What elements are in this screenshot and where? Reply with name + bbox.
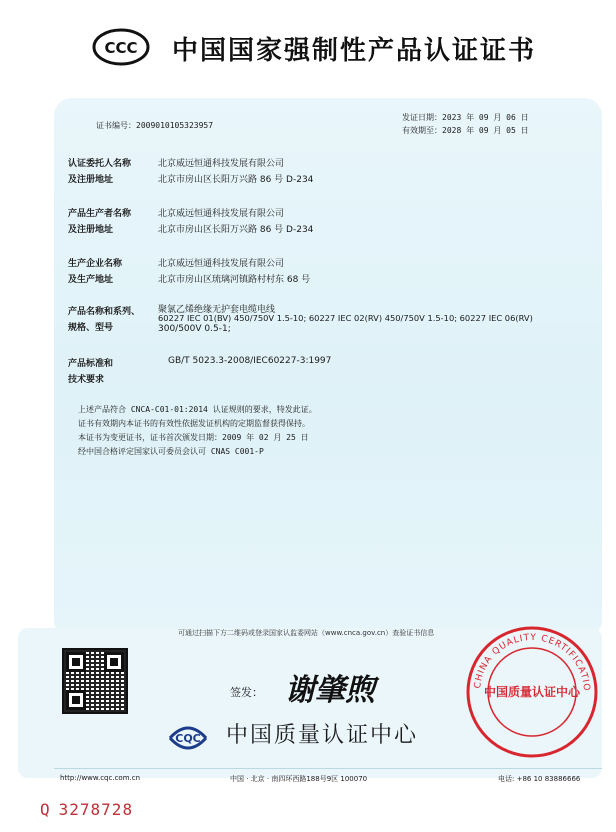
manufacturer-label-2: 及注册地址 <box>68 225 114 235</box>
footer-website[interactable]: http://www.cqc.com.cn <box>60 774 141 782</box>
cert-number-label: 证书编号： <box>96 121 136 130</box>
factory-address: 北京市房山区琉璃河镇路村村东 68 号 <box>158 275 311 285</box>
certificate-panel <box>54 98 602 638</box>
certification-seal <box>462 622 602 762</box>
issue-date-label: 发证日期： <box>402 113 442 122</box>
factory-label-2: 及生产地址 <box>68 275 114 285</box>
valid-date <box>402 125 529 136</box>
verify-instruction: 可通过扫描下方二维码或登录国家认监委网站（www.cnca.gov.cn）查验证书信息 <box>178 629 435 637</box>
applicant-label-1: 认证委托人名称 <box>68 159 132 169</box>
footer-address: 中国 · 北京 · 南四环西路188号9区 100070 <box>230 775 368 783</box>
qr-finder-icon <box>104 652 124 672</box>
factory-label-1: 生产企业名称 <box>68 259 123 269</box>
signature-label: 签发： <box>230 686 263 699</box>
footer-divider <box>54 768 602 769</box>
standard-label-2: 技术要求 <box>68 375 105 385</box>
product-label-2: 规格、型号 <box>68 323 114 333</box>
ccc-logo-text: CCC <box>104 39 138 57</box>
issue-date <box>402 112 529 123</box>
applicant-name: 北京威远恒通科技发展有限公司 <box>158 159 285 169</box>
seal-inner-text: 中国质量认证中心 <box>483 685 581 699</box>
note-line: 证书有效期内本证书的有效性依据发证机构的定期监督获得保持。 <box>78 419 310 428</box>
product-name: 聚氯乙烯绝缘无护套电缆电线 <box>158 305 276 315</box>
issuer-name: 中国质量认证中心 <box>226 723 419 748</box>
qr-finder-icon <box>66 690 86 710</box>
manufacturer-address: 北京市房山区长阳万兴路 86 号 D-234 <box>158 225 314 235</box>
note-line: 上述产品符合 CNCA-C01-01:2014 认证规则的要求，特发此证。 <box>78 405 317 414</box>
page-title: 中国国家强制性产品认证证书 <box>172 36 537 66</box>
signature: 谢肇煦 <box>285 673 375 708</box>
cert-number-value: 2009010105323957 <box>136 121 214 130</box>
serial-prefix: Q <box>40 800 51 819</box>
footer-phone-number: +86 10 83886666 <box>516 775 581 783</box>
valid-date-value: 2028 年 09 月 05 日 <box>442 126 529 135</box>
serial-number <box>40 800 133 819</box>
note-line: 经中国合格评定国家认可委员会认可 CNAS C001-P <box>78 447 264 456</box>
standard-label-1: 产品标准和 <box>68 359 114 369</box>
ccc-logo <box>92 28 150 66</box>
applicant-label-2: 及注册地址 <box>68 175 114 185</box>
seal-ring-text: CHINA QUALITY CERTIFICATIO <box>473 632 592 693</box>
cqc-logo-text: CQC <box>175 732 201 745</box>
serial-value: 3278728 <box>58 800 134 819</box>
product-models-cont: 300/500V 0.5-1; <box>158 324 231 334</box>
footer-phone-label: 电话: <box>498 775 515 783</box>
qr-code[interactable] <box>62 648 128 714</box>
factory-name: 北京威远恒通科技发展有限公司 <box>158 259 285 269</box>
product-models: 60227 IEC 01(BV) 450/750V 1.5-10; 60227 IEC 02(RV) 450/750V 1.5-10; 60227 IEC 06(RV) <box>158 313 533 323</box>
cqc-logo <box>164 716 212 758</box>
issue-date-value: 2023 年 09 月 06 日 <box>442 113 529 122</box>
manufacturer-name: 北京威远恒通科技发展有限公司 <box>158 209 285 219</box>
svg-text:CHINA QUALITY CERTIFICATION CE <box>462 622 591 692</box>
product-label-1: 产品名称和系列、 <box>68 307 141 317</box>
qr-finder-icon <box>66 652 86 672</box>
standard-value: GB/T 5023.3-2008/IEC60227-3:1997 <box>168 356 332 366</box>
applicant-address: 北京市房山区长阳万兴路 86 号 D-234 <box>158 175 314 185</box>
cert-number <box>96 120 213 131</box>
footer-phone <box>498 774 580 784</box>
note-line: 本证书为变更证书，证书首次颁发日期：2009 年 02 月 25 日 <box>78 433 309 442</box>
manufacturer-label-1: 产品生产者名称 <box>68 209 132 219</box>
valid-date-label: 有效期至： <box>402 126 442 135</box>
